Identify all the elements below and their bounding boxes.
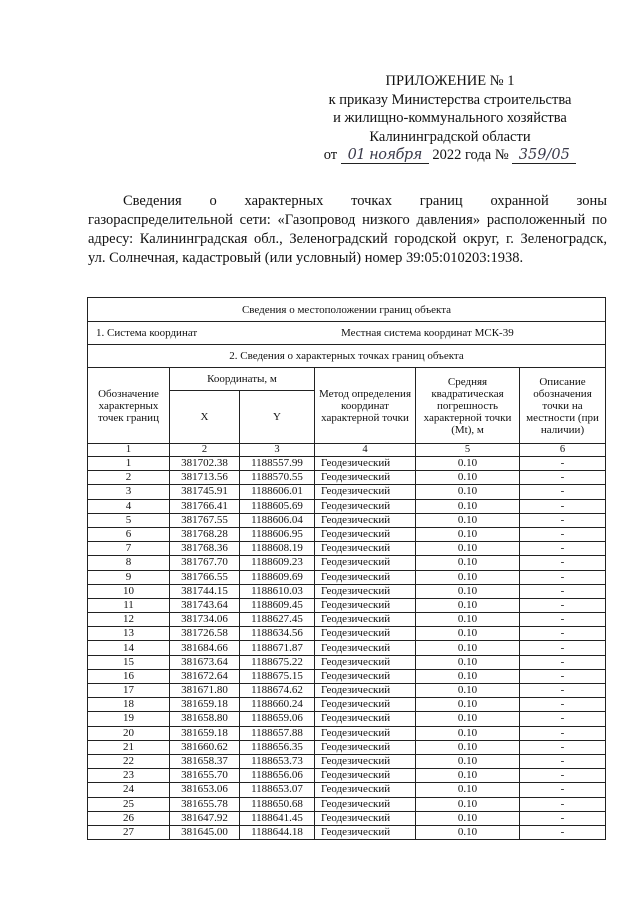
coord-x: 381672.64 xyxy=(170,669,240,683)
description: - xyxy=(520,655,606,669)
error-value: 0.10 xyxy=(416,542,520,556)
error-value: 0.10 xyxy=(416,740,520,754)
column-number: 5 xyxy=(416,444,520,457)
table-row xyxy=(88,769,606,783)
coord-x: 381726.58 xyxy=(170,627,240,641)
coord-y: 1188609.23 xyxy=(240,556,315,570)
coord-y: 1188675.15 xyxy=(240,669,315,683)
coord-x: 381713.56 xyxy=(170,471,240,485)
method: Геодезический xyxy=(315,457,416,471)
description: - xyxy=(520,698,606,712)
table-row xyxy=(88,740,606,754)
table-row xyxy=(88,556,606,570)
boundary-points-table xyxy=(87,297,606,840)
table-row xyxy=(88,811,606,825)
coord-y: 1188634.56 xyxy=(240,627,315,641)
intro-text: Сведения о характерных точках границ охранной зоны газораспределительной сети: «Газопровод низкого давления» расположенный по адресу: Калининградская обл., Зеленоградский городской округ, г. Зеленоградск, ул. Солнечная, кадастровый (или условный) номер 39:05:010203:1938. xyxy=(88,193,607,266)
coord-x: 381647.92 xyxy=(170,811,240,825)
column-number: 3 xyxy=(240,444,315,457)
coord-y: 1188675.22 xyxy=(240,655,315,669)
description: - xyxy=(520,797,606,811)
error-value: 0.10 xyxy=(416,499,520,513)
coord-x: 381653.06 xyxy=(170,783,240,797)
error-value: 0.10 xyxy=(416,584,520,598)
method: Геодезический xyxy=(315,584,416,598)
error-value: 0.10 xyxy=(416,613,520,627)
coord-x: 381660.62 xyxy=(170,740,240,754)
method: Геодезический xyxy=(315,655,416,669)
point-number: 17 xyxy=(88,684,170,698)
point-number: 15 xyxy=(88,655,170,669)
coord-y: 1188659.06 xyxy=(240,712,315,726)
table-row xyxy=(88,570,606,584)
table-row xyxy=(88,527,606,541)
header-method: Метод определения координат характерной точки xyxy=(315,368,416,444)
description: - xyxy=(520,485,606,499)
coord-y: 1188653.73 xyxy=(240,754,315,768)
coordinate-system-value: Местная система координат МСК-39 xyxy=(341,327,514,339)
coord-y: 1188610.03 xyxy=(240,584,315,598)
section-heading: 2. Сведения о характерных точках границ объекта xyxy=(88,345,606,368)
method: Геодезический xyxy=(315,471,416,485)
method: Геодезический xyxy=(315,754,416,768)
coord-x: 381702.38 xyxy=(170,457,240,471)
point-number: 4 xyxy=(88,499,170,513)
point-number: 6 xyxy=(88,527,170,541)
error-value: 0.10 xyxy=(416,457,520,471)
point-number: 20 xyxy=(88,726,170,740)
error-value: 0.10 xyxy=(416,556,520,570)
coord-y: 1188656.35 xyxy=(240,740,315,754)
coord-y: 1188644.18 xyxy=(240,825,315,839)
point-number: 23 xyxy=(88,769,170,783)
year-text: 2022 года № xyxy=(432,147,509,163)
appendix-line-2: и жилищно-коммунального хозяйства xyxy=(333,110,567,126)
coord-y: 1188606.01 xyxy=(240,485,315,499)
method: Геодезический xyxy=(315,570,416,584)
coord-y: 1188653.07 xyxy=(240,783,315,797)
method: Геодезический xyxy=(315,641,416,655)
description: - xyxy=(520,499,606,513)
error-value: 0.10 xyxy=(416,698,520,712)
description: - xyxy=(520,570,606,584)
description: - xyxy=(520,825,606,839)
point-number: 9 xyxy=(88,570,170,584)
column-number: 2 xyxy=(170,444,240,457)
coordinate-system-row xyxy=(88,322,606,345)
coord-y: 1188650.68 xyxy=(240,797,315,811)
coord-y: 1188609.45 xyxy=(240,598,315,612)
method: Геодезический xyxy=(315,485,416,499)
method: Геодезический xyxy=(315,669,416,683)
table-row xyxy=(88,485,606,499)
point-number: 2 xyxy=(88,471,170,485)
table-row xyxy=(88,712,606,726)
table-title: Сведения о местоположении границ объекта xyxy=(88,298,606,322)
table-row xyxy=(88,598,606,612)
error-value: 0.10 xyxy=(416,641,520,655)
appendix-date-line xyxy=(300,146,600,165)
coord-y: 1188608.19 xyxy=(240,542,315,556)
coord-y: 1188656.06 xyxy=(240,769,315,783)
error-value: 0.10 xyxy=(416,471,520,485)
error-value: 0.10 xyxy=(416,627,520,641)
column-number-row xyxy=(88,444,606,457)
error-value: 0.10 xyxy=(416,726,520,740)
point-number: 7 xyxy=(88,542,170,556)
coord-x: 381766.41 xyxy=(170,499,240,513)
description: - xyxy=(520,613,606,627)
error-value: 0.10 xyxy=(416,783,520,797)
point-number: 18 xyxy=(88,698,170,712)
error-value: 0.10 xyxy=(416,669,520,683)
coord-y: 1188674.62 xyxy=(240,684,315,698)
table-row xyxy=(88,641,606,655)
point-number: 24 xyxy=(88,783,170,797)
table-row xyxy=(88,499,606,513)
table-row xyxy=(88,627,606,641)
table-row xyxy=(88,542,606,556)
table-row xyxy=(88,684,606,698)
appendix-title: ПРИЛОЖЕНИЕ № 1 xyxy=(385,73,515,89)
table-row xyxy=(88,613,606,627)
error-value: 0.10 xyxy=(416,825,520,839)
point-number: 26 xyxy=(88,811,170,825)
description: - xyxy=(520,627,606,641)
point-number: 10 xyxy=(88,584,170,598)
error-value: 0.10 xyxy=(416,598,520,612)
description: - xyxy=(520,641,606,655)
coord-x: 381745.91 xyxy=(170,485,240,499)
coord-x: 381659.18 xyxy=(170,726,240,740)
column-number: 6 xyxy=(520,444,606,457)
method: Геодезический xyxy=(315,811,416,825)
header-error: Средняя квадратическая погрешность характерной точки (Mt), м xyxy=(416,368,520,444)
description: - xyxy=(520,513,606,527)
coord-y: 1188660.24 xyxy=(240,698,315,712)
description: - xyxy=(520,712,606,726)
coord-x: 381766.55 xyxy=(170,570,240,584)
coord-x: 381659.18 xyxy=(170,698,240,712)
description: - xyxy=(520,457,606,471)
coord-x: 381655.78 xyxy=(170,797,240,811)
point-number: 11 xyxy=(88,598,170,612)
method: Геодезический xyxy=(315,783,416,797)
table-row xyxy=(88,669,606,683)
method: Геодезический xyxy=(315,513,416,527)
coord-x: 381684.66 xyxy=(170,641,240,655)
point-number: 13 xyxy=(88,627,170,641)
description: - xyxy=(520,542,606,556)
appendix-header xyxy=(300,72,600,165)
error-value: 0.10 xyxy=(416,811,520,825)
description: - xyxy=(520,811,606,825)
coord-x: 381767.70 xyxy=(170,556,240,570)
method: Геодезический xyxy=(315,527,416,541)
date-prefix: от xyxy=(323,147,338,163)
description: - xyxy=(520,669,606,683)
point-number: 12 xyxy=(88,613,170,627)
description: - xyxy=(520,471,606,485)
coord-x: 381655.70 xyxy=(170,769,240,783)
coord-x: 381658.37 xyxy=(170,754,240,768)
point-number: 1 xyxy=(88,457,170,471)
point-number: 22 xyxy=(88,754,170,768)
method: Геодезический xyxy=(315,542,416,556)
method: Геодезический xyxy=(315,769,416,783)
error-value: 0.10 xyxy=(416,527,520,541)
table-body xyxy=(88,457,606,840)
coord-y: 1188606.95 xyxy=(240,527,315,541)
description: - xyxy=(520,584,606,598)
point-number: 27 xyxy=(88,825,170,839)
description: - xyxy=(520,556,606,570)
table-row xyxy=(88,584,606,598)
point-number: 21 xyxy=(88,740,170,754)
appendix-line-3: Калининградской области xyxy=(369,128,531,145)
coord-x: 381658.80 xyxy=(170,712,240,726)
error-value: 0.10 xyxy=(416,513,520,527)
table-row xyxy=(88,825,606,839)
intro-paragraph xyxy=(88,192,607,268)
error-value: 0.10 xyxy=(416,684,520,698)
coord-x: 381767.55 xyxy=(170,513,240,527)
description: - xyxy=(520,726,606,740)
method: Геодезический xyxy=(315,613,416,627)
point-number: 5 xyxy=(88,513,170,527)
method: Геодезический xyxy=(315,627,416,641)
coord-y: 1188609.69 xyxy=(240,570,315,584)
table-row xyxy=(88,457,606,471)
point-number: 14 xyxy=(88,641,170,655)
coord-y: 1188570.55 xyxy=(240,471,315,485)
description: - xyxy=(520,684,606,698)
header-y: Y xyxy=(240,391,315,444)
header-x: X xyxy=(170,391,240,444)
coord-y: 1188641.45 xyxy=(240,811,315,825)
method: Геодезический xyxy=(315,499,416,513)
point-number: 25 xyxy=(88,797,170,811)
table-row xyxy=(88,797,606,811)
handwritten-number: 359/05 xyxy=(512,148,576,164)
coord-y: 1188557.99 xyxy=(240,457,315,471)
method: Геодезический xyxy=(315,825,416,839)
point-number: 8 xyxy=(88,556,170,570)
error-value: 0.10 xyxy=(416,712,520,726)
table-row xyxy=(88,726,606,740)
table-row xyxy=(88,754,606,768)
description: - xyxy=(520,740,606,754)
coord-y: 1188671.87 xyxy=(240,641,315,655)
column-number: 1 xyxy=(88,444,170,457)
header-coords: Координаты, м xyxy=(170,368,315,391)
table-row xyxy=(88,698,606,712)
method: Геодезический xyxy=(315,556,416,570)
coordinate-system-label: 1. Система координат xyxy=(96,327,198,339)
error-value: 0.10 xyxy=(416,797,520,811)
method: Геодезический xyxy=(315,712,416,726)
coord-x: 381645.00 xyxy=(170,825,240,839)
error-value: 0.10 xyxy=(416,754,520,768)
error-value: 0.10 xyxy=(416,655,520,669)
appendix-line-1: к приказу Министерства строительства xyxy=(328,91,572,108)
point-number: 3 xyxy=(88,485,170,499)
coord-x: 381743.64 xyxy=(170,598,240,612)
table-row xyxy=(88,783,606,797)
coord-x: 381734.06 xyxy=(170,613,240,627)
table-row xyxy=(88,655,606,669)
method: Геодезический xyxy=(315,726,416,740)
error-value: 0.10 xyxy=(416,769,520,783)
coord-y: 1188605.69 xyxy=(240,499,315,513)
table-row xyxy=(88,513,606,527)
description: - xyxy=(520,598,606,612)
coord-y: 1188627.45 xyxy=(240,613,315,627)
handwritten-date: 01 ноября xyxy=(341,148,429,164)
description: - xyxy=(520,527,606,541)
coord-x: 381671.80 xyxy=(170,684,240,698)
header-designation: Обозначение характерных точек границ xyxy=(88,368,170,444)
column-number: 4 xyxy=(315,444,416,457)
point-number: 19 xyxy=(88,712,170,726)
coord-y: 1188606.04 xyxy=(240,513,315,527)
method: Геодезический xyxy=(315,797,416,811)
coord-x: 381673.64 xyxy=(170,655,240,669)
description: - xyxy=(520,769,606,783)
error-value: 0.10 xyxy=(416,485,520,499)
method: Геодезический xyxy=(315,698,416,712)
description: - xyxy=(520,754,606,768)
header-description: Описание обозначения точки на местности (при наличии) xyxy=(520,368,606,444)
point-number: 16 xyxy=(88,669,170,683)
coord-x: 381768.36 xyxy=(170,542,240,556)
description: - xyxy=(520,783,606,797)
error-value: 0.10 xyxy=(416,570,520,584)
table-row xyxy=(88,471,606,485)
coord-y: 1188657.88 xyxy=(240,726,315,740)
method: Геодезический xyxy=(315,740,416,754)
coord-x: 381744.15 xyxy=(170,584,240,598)
coord-x: 381768.28 xyxy=(170,527,240,541)
method: Геодезический xyxy=(315,598,416,612)
method: Геодезический xyxy=(315,684,416,698)
